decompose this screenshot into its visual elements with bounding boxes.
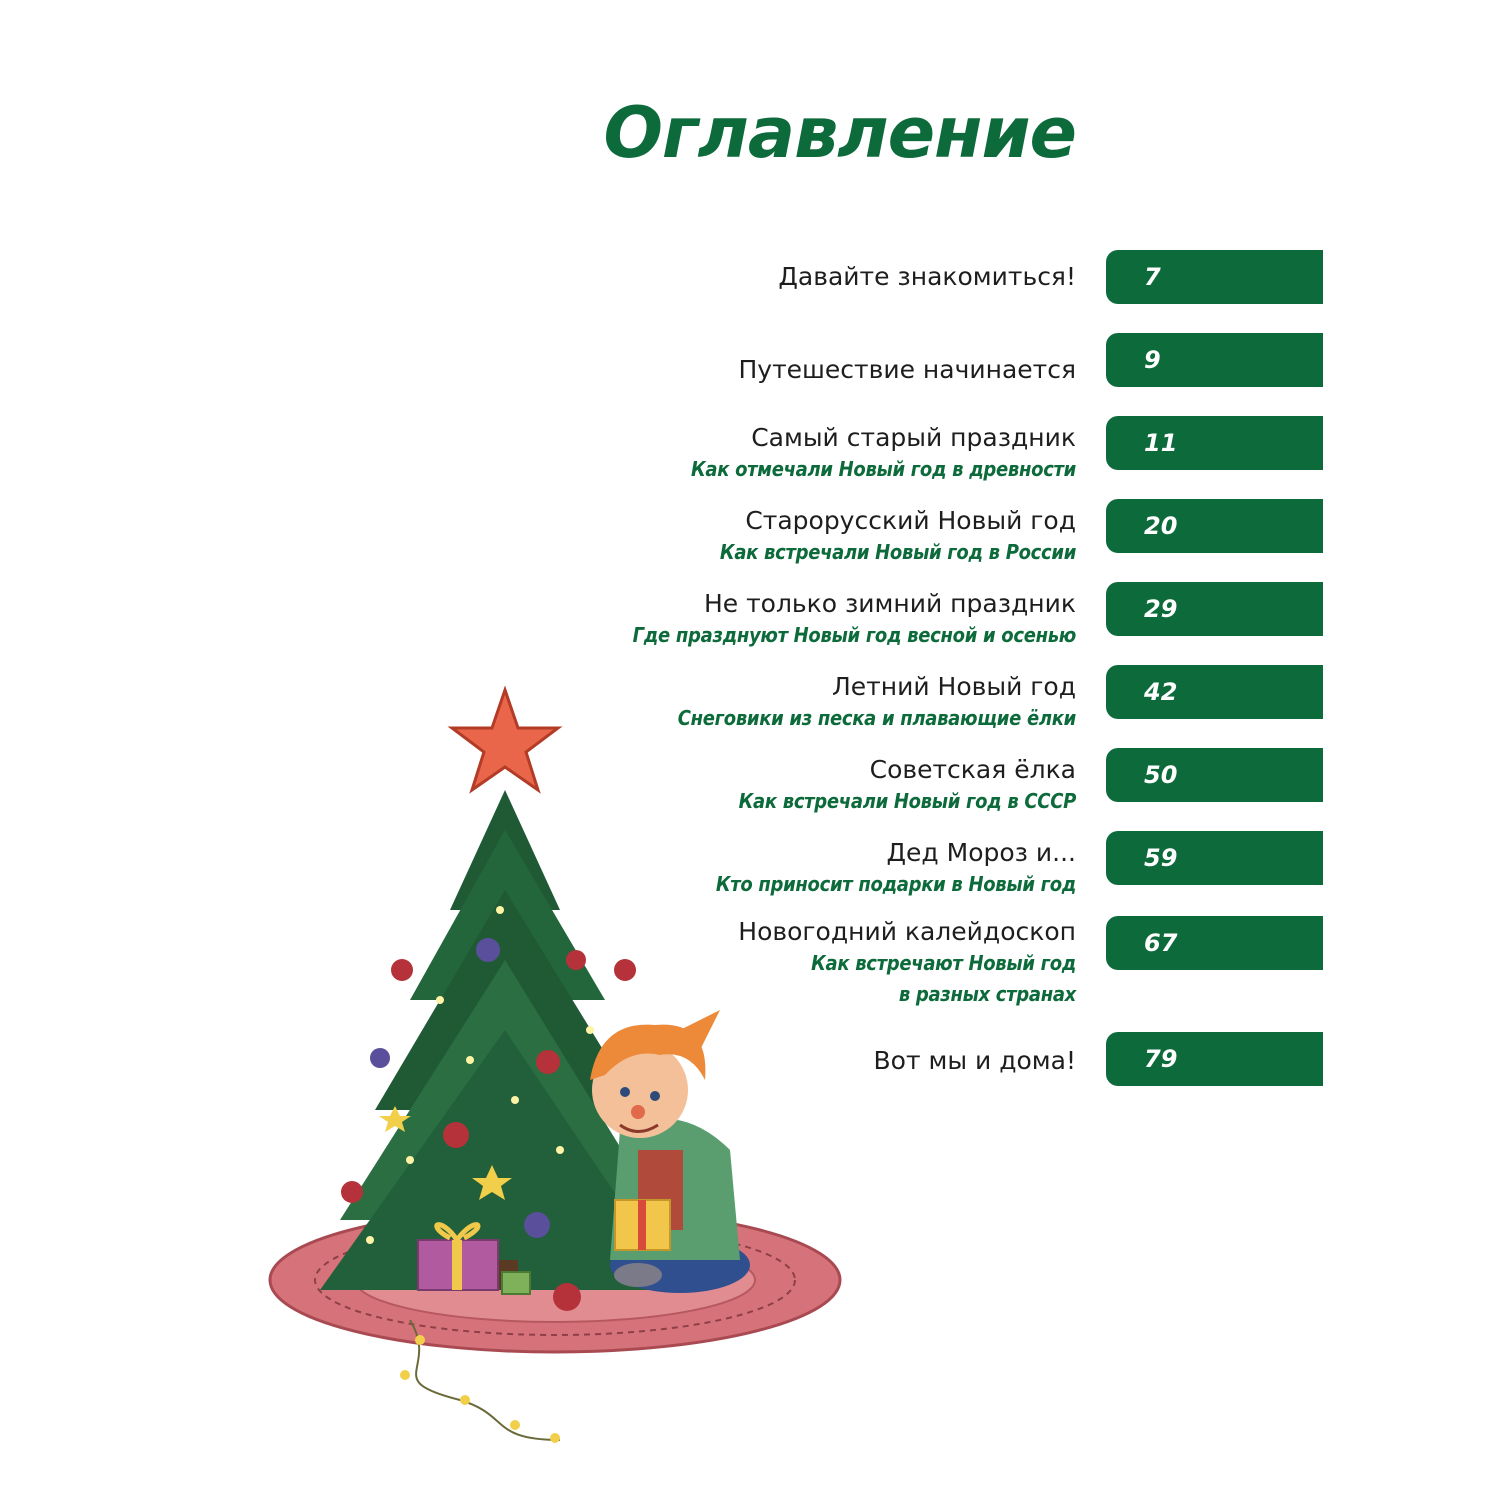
page-number-tab[interactable]: 50 xyxy=(1106,748,1323,802)
entry-subtitle: Как встречают Новый год xyxy=(811,951,1076,975)
page-number-tab[interactable]: 59 xyxy=(1106,831,1323,885)
page-number-tab[interactable]: 42 xyxy=(1106,665,1323,719)
entry-subtitle: Как встречали Новый год в СССР xyxy=(738,789,1076,813)
entry-title: Новогодний калейдоскоп xyxy=(738,917,1076,946)
entry-subtitle-line-2: в разных странах xyxy=(898,982,1076,1006)
entry-subtitle: Снеговики из песка и плавающие ёлки xyxy=(677,706,1076,730)
page-number-tab[interactable]: 11 xyxy=(1106,416,1323,470)
entry-title: Старорусский Новый год xyxy=(745,506,1076,535)
page-title: Оглавление xyxy=(603,92,1076,174)
entry-title: Самый старый праздник xyxy=(751,423,1076,452)
star-icon xyxy=(452,690,558,790)
entry-subtitle: Кто приносит подарки в Новый год xyxy=(715,872,1076,896)
entry-title: Летний Новый год xyxy=(831,672,1076,701)
entry-subtitle: Как встречали Новый год в России xyxy=(719,540,1076,564)
page-number-tab[interactable]: 9 xyxy=(1106,333,1323,387)
christmas-tree-illustration xyxy=(260,680,860,1450)
page-number-tab[interactable]: 7 xyxy=(1106,250,1323,304)
entry-subtitle: Как отмечали Новый год в древности xyxy=(690,457,1076,481)
entry-title: Советская ёлка xyxy=(869,755,1076,784)
entry-title: Дед Мороз и... xyxy=(886,838,1076,867)
entry-title: Давайте знакомиться! xyxy=(778,262,1076,291)
entry-title: Не только зимний праздник xyxy=(703,589,1076,618)
page-number-tab[interactable]: 79 xyxy=(1106,1032,1323,1086)
entry-subtitle: Где празднуют Новый год весной и осенью xyxy=(632,623,1076,647)
page-number-tab[interactable]: 67 xyxy=(1106,916,1323,970)
page-number-tab[interactable]: 20 xyxy=(1106,499,1323,553)
entry-title: Путешествие начинается xyxy=(738,355,1076,384)
entry-title: Вот мы и дома! xyxy=(873,1046,1076,1075)
page-number-tab[interactable]: 29 xyxy=(1106,582,1323,636)
